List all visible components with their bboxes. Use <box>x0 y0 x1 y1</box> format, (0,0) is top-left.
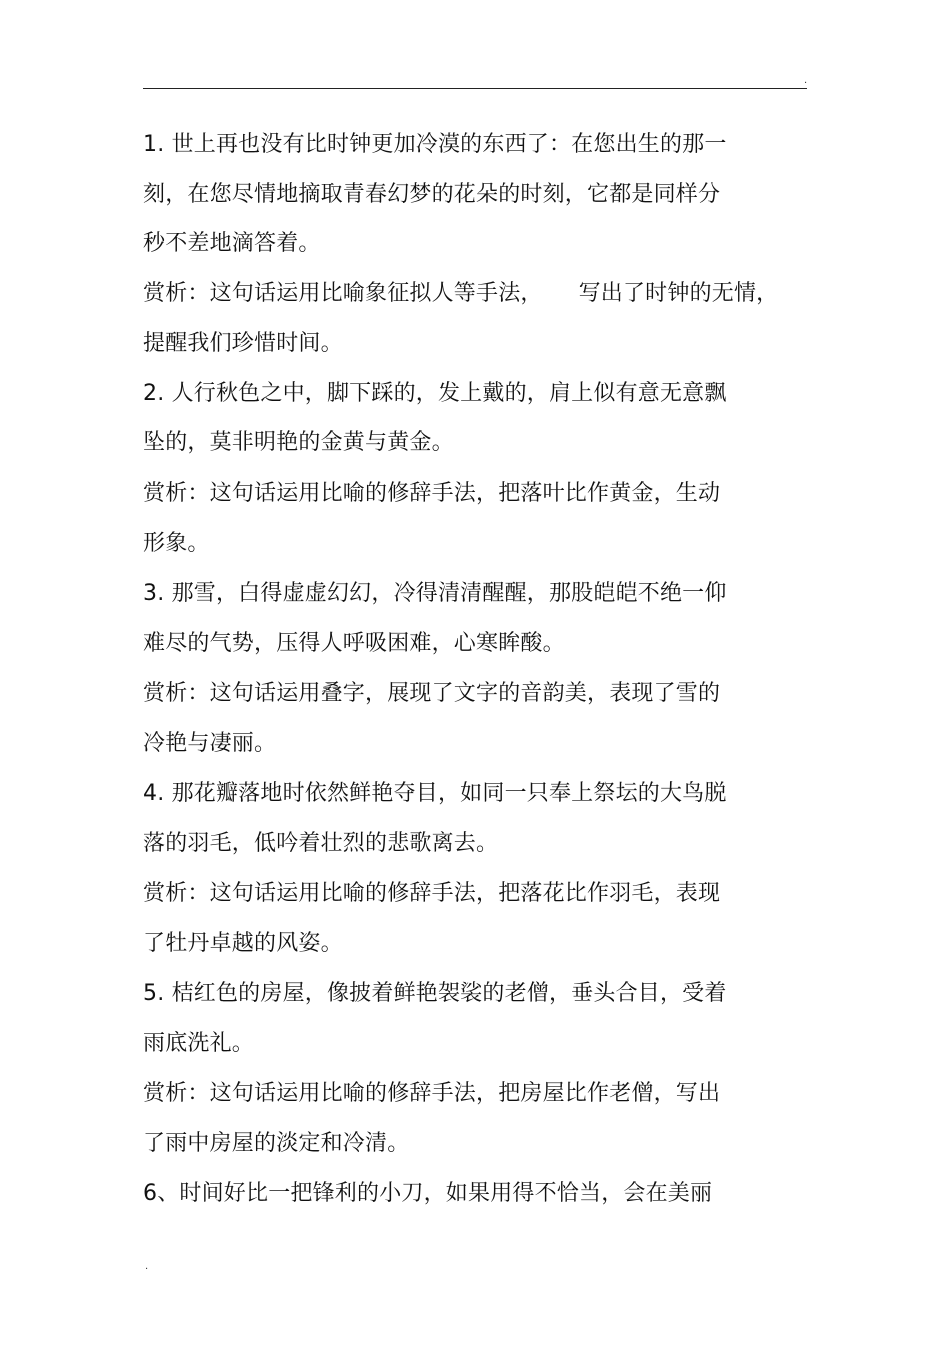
text-line: 2. 人行秋色之中，脚下踩的，发上戴的，肩上似有意无意飘 <box>143 381 727 406</box>
top-corner-mark: . <box>804 75 808 86</box>
analysis-line: 了牡丹卓越的风姿。 <box>143 931 343 956</box>
text-line: 落的羽毛，低吟着壮烈的悲歌离去。 <box>143 831 499 856</box>
text-line: 6、时间好比一把锋利的小刀，如果用得不恰当，会在美丽 <box>143 1181 713 1206</box>
text-line: 坠的，莫非明艳的金黄与黄金。 <box>143 430 454 455</box>
text-line: 1. 世上再也没有比时钟更加冷漠的东西了：在您出生的那一 <box>143 132 727 157</box>
text-line: 难尽的气势，压得人呼吸困难，心寒眸酸。 <box>143 631 565 656</box>
analysis-line: 赏析：这句话运用比喻象征拟人等手法， 写出了时钟的无情， <box>143 281 779 306</box>
analysis-line: 赏析：这句话运用比喻的修辞手法，把落叶比作黄金，生动 <box>143 481 721 506</box>
text-line: 秒不差地滴答着。 <box>143 231 321 256</box>
analysis-line: 赏析：这句话运用叠字，展现了文字的音韵美，表现了雪的 <box>143 681 721 706</box>
analysis-line: 形象。 <box>143 531 210 556</box>
text-line: 雨底洗礼。 <box>143 1031 255 1056</box>
analysis-line: 了雨中房屋的淡定和冷清。 <box>143 1131 410 1156</box>
text-line: 刻，在您尽情地摘取青春幻梦的花朵的时刻，它都是同样分 <box>143 182 721 207</box>
header-rule <box>143 88 807 89</box>
analysis-line: 赏析：这句话运用比喻的修辞手法，把房屋比作老僧，写出 <box>143 1081 721 1106</box>
text-line: 5. 桔红色的房屋，像披着鲜艳袈裟的老僧，垂头合目，受着 <box>143 981 727 1006</box>
bottom-corner-mark: . <box>145 1261 149 1272</box>
text-line: 3. 那雪，白得虚虚幻幻，冷得清清醒醒，那股皑皑不绝一仰 <box>143 581 727 606</box>
text-line: 4. 那花瓣落地时依然鲜艳夺目，如同一只奉上祭坛的大鸟脱 <box>143 781 727 806</box>
analysis-line: 提醒我们珍惜时间。 <box>143 331 343 356</box>
analysis-line: 赏析：这句话运用比喻的修辞手法，把落花比作羽毛，表现 <box>143 881 721 906</box>
analysis-line: 冷艳与凄丽。 <box>143 731 277 756</box>
